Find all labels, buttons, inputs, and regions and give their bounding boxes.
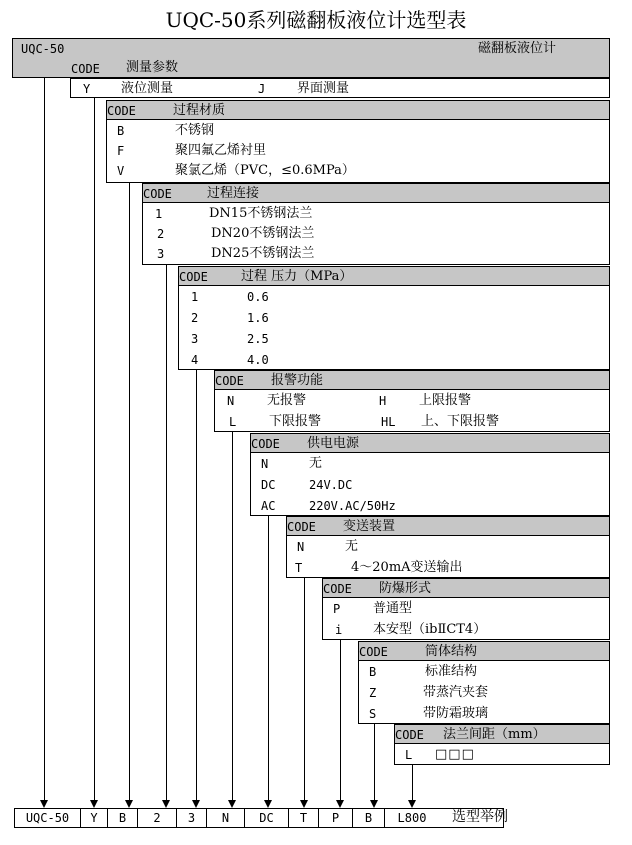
s6-opt-code: DC [261, 478, 276, 492]
page-title: UQC-50系列磁翻板液位计选型表 [165, 8, 467, 32]
s3-opt-code: 2 [157, 227, 165, 241]
s2-code-label: CODE [107, 104, 136, 118]
s9-opt-text: 带防霜玻璃 [423, 706, 489, 721]
s4-opt-text: 1.6 [247, 311, 269, 325]
s6-code-label: CODE [251, 437, 280, 451]
s3-options [142, 203, 610, 265]
s3-title: 过程连接 [207, 186, 260, 201]
example-cell: B [353, 809, 385, 827]
s8-title: 防爆形式 [379, 581, 432, 596]
connector-line [340, 640, 341, 800]
s5-opt-code: L [229, 415, 237, 429]
arrow-down-icon [336, 800, 344, 808]
s8-opt-text: 普通型 [373, 601, 413, 616]
example-label: 选型举例 [452, 809, 508, 825]
s6-opt-text: 220V.AC/50Hz [309, 499, 396, 513]
example-cell: UQC-50 [15, 809, 81, 827]
s2-opt-text: 聚四氟乙烯衬里 [175, 143, 267, 158]
s1-title: 测量参数 [126, 60, 179, 75]
s2-opt-code: V [117, 164, 125, 178]
example-cell: T [289, 809, 319, 827]
s4-opt-text: 2.5 [247, 332, 269, 346]
s9-opt-code: Z [369, 686, 377, 700]
s3-code-label: CODE [143, 187, 172, 201]
s6-opt-text: 24V.DC [309, 478, 353, 492]
s5-opt-text: 上限报警 [419, 393, 472, 408]
s3-opt-text: DN15不锈钢法兰 [209, 206, 313, 221]
s9-title: 筒体结构 [425, 644, 478, 659]
example-cell: P [319, 809, 353, 827]
s10-title: 法兰间距（mm） [443, 727, 546, 742]
s4-header [178, 266, 610, 286]
s3-opt-text: DN20不锈钢法兰 [211, 226, 315, 241]
s1-opt-text: 界面测量 [297, 81, 350, 96]
s7-header [286, 516, 610, 536]
s2-opt-code: B [117, 124, 125, 138]
s9-opt-text: 带蒸汽夹套 [423, 685, 489, 700]
s6-title: 供电电源 [307, 436, 360, 451]
s7-opt-text: 无 [345, 539, 359, 554]
s9-opt-code: B [369, 665, 377, 679]
s3-opt-code: 3 [157, 247, 165, 261]
s8-opt-code: i [335, 623, 343, 637]
s7-title: 变送装置 [343, 519, 396, 534]
s2-options [106, 120, 610, 183]
s8-options [322, 598, 610, 640]
arrow-down-icon [228, 800, 236, 808]
s6-opt-code: AC [261, 499, 276, 513]
connector-line [412, 765, 413, 800]
s3-header [142, 183, 610, 203]
s4-opt-code: 3 [191, 332, 199, 346]
s10-header [394, 724, 610, 744]
s1-opt-text: 液位测量 [121, 81, 174, 96]
s1-code-label: CODE [71, 62, 100, 76]
s7-opt-code: T [295, 561, 303, 575]
s1-opt-code: J [258, 82, 266, 96]
s5-opt-code: N [227, 394, 235, 408]
s5-opt-code: HL [381, 415, 396, 429]
s4-opt-code: 2 [191, 311, 199, 325]
example-cell: DC [245, 809, 289, 827]
s4-opt-code: 1 [191, 290, 199, 304]
connector-line [374, 724, 375, 800]
s5-opt-code: H [379, 394, 387, 408]
s3-opt-code: 1 [155, 207, 163, 221]
s9-code-label: CODE [359, 645, 388, 659]
s10-opt-text: □□□ [435, 747, 475, 762]
model-header [12, 38, 610, 78]
s7-opt-text: 4～20mA变送输出 [351, 560, 463, 575]
example-cell: 3 [177, 809, 207, 827]
model-name: UQC-50 [21, 42, 65, 56]
s9-opt-text: 标准结构 [425, 664, 478, 679]
s3-opt-text: DN25不锈钢法兰 [211, 246, 315, 261]
arrow-down-icon [408, 800, 416, 808]
s10-options [394, 744, 610, 765]
s10-opt-code: L [405, 748, 413, 762]
s4-options [178, 286, 610, 370]
s8-code-label: CODE [323, 582, 352, 596]
connector-line [196, 370, 197, 800]
s1-opt-code: Y [83, 82, 91, 96]
arrow-down-icon [90, 800, 98, 808]
s4-opt-text: 4.0 [247, 353, 269, 367]
arrow-down-icon [264, 800, 272, 808]
s10-code-label: CODE [395, 728, 424, 742]
model-desc: 磁翻板液位计 [478, 41, 557, 56]
s2-header [106, 100, 610, 120]
s5-title: 报警功能 [271, 373, 324, 388]
s4-title: 过程 压力（MPa） [241, 269, 353, 284]
arrow-down-icon [192, 800, 200, 808]
connector-line [129, 183, 130, 800]
s7-options [286, 536, 610, 578]
arrow-down-icon [162, 800, 170, 808]
s2-opt-text: 聚氯乙烯（PVC，≤0.6MPa） [175, 163, 355, 178]
example-cell: 2 [138, 809, 177, 827]
s5-opt-text: 上、下限报警 [421, 414, 500, 429]
s4-code-label: CODE [179, 270, 208, 284]
example-cell: N [207, 809, 245, 827]
s4-opt-text: 0.6 [247, 290, 269, 304]
s2-opt-text: 不锈钢 [175, 123, 215, 138]
s5-header [214, 370, 610, 390]
arrow-down-icon [125, 800, 133, 808]
s7-code-label: CODE [287, 520, 316, 534]
s7-opt-code: N [297, 540, 305, 554]
connector-line [44, 78, 45, 800]
s5-options [214, 390, 610, 432]
s8-header [322, 578, 610, 598]
s6-header [250, 433, 610, 453]
example-cell: L800 [397, 811, 427, 825]
s9-opt-code: S [369, 707, 377, 721]
s6-opt-text: 无 [309, 456, 323, 471]
s4-opt-code: 4 [191, 353, 199, 367]
example-cell: Y [81, 809, 108, 827]
s5-code-label: CODE [215, 374, 244, 388]
connector-line [232, 432, 233, 800]
connector-line [166, 265, 167, 800]
connector-line [304, 578, 305, 800]
s5-opt-text: 下限报警 [269, 414, 322, 429]
s9-options [358, 661, 610, 724]
arrow-down-icon [40, 800, 48, 808]
connector-line [268, 516, 269, 800]
s2-title: 过程材质 [173, 103, 226, 118]
s9-header [358, 641, 610, 661]
s2-opt-code: F [117, 144, 125, 158]
arrow-down-icon [370, 800, 378, 808]
s8-opt-text: 本安型（ibⅡCT4） [373, 622, 487, 637]
example-cell: B [108, 809, 138, 827]
connector-line [94, 98, 95, 800]
s1-options [70, 78, 610, 98]
s6-options [250, 453, 610, 516]
s8-opt-code: P [333, 602, 341, 616]
s5-opt-text: 无报警 [267, 393, 307, 408]
s6-opt-code: N [261, 457, 269, 471]
arrow-down-icon [300, 800, 308, 808]
selection-example-bar [14, 808, 504, 828]
